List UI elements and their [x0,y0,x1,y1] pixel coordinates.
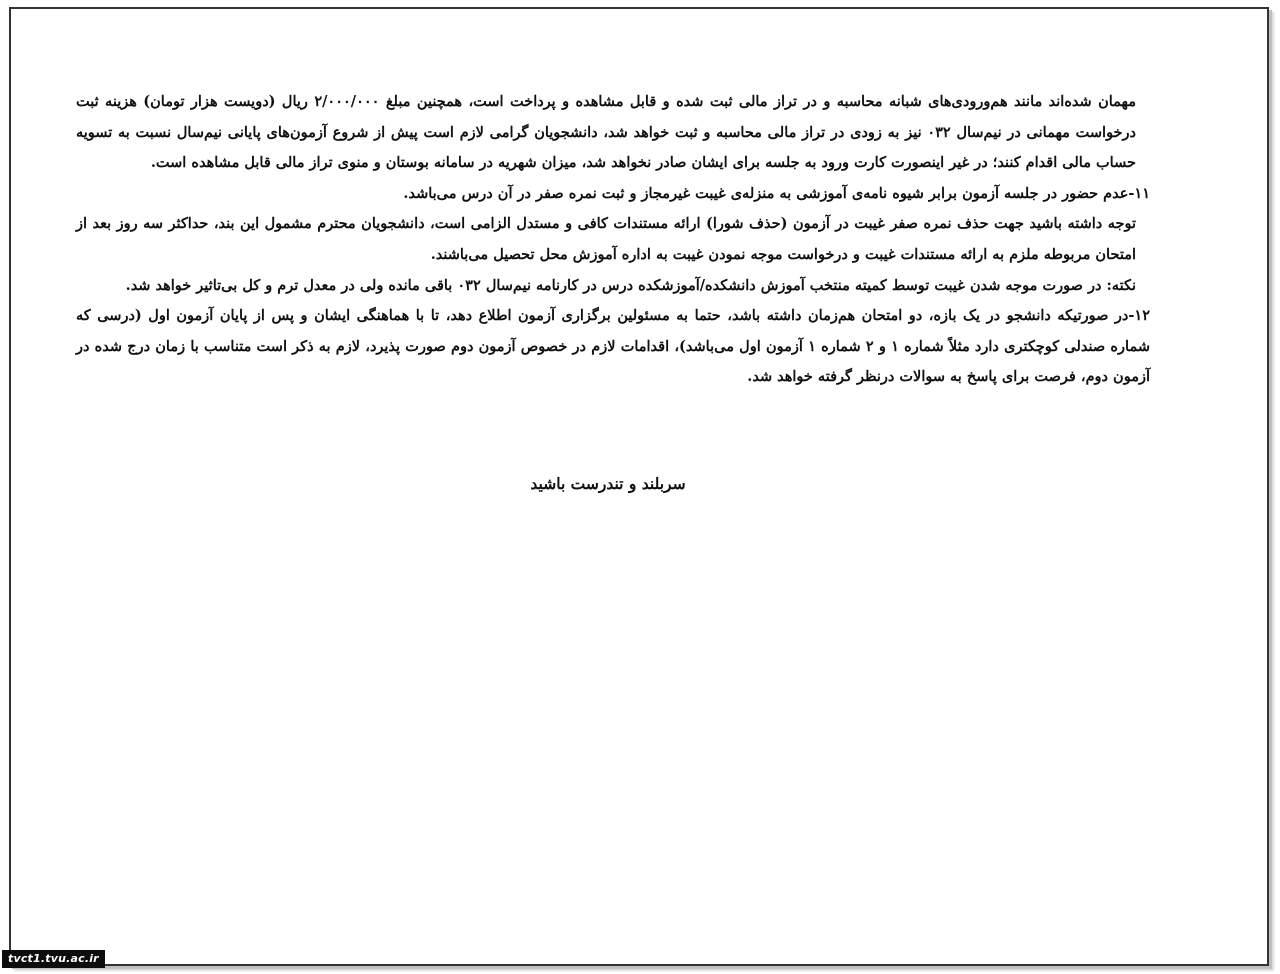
site-watermark: tvct1.tvu.ac.ir [2,950,105,968]
paragraph-item-12: ۱۲-در صورتیکه دانشجو در یک بازه، دو امتحان هم‌زمان داشته باشد، حتما به مسئولین برگزاری آزمون اطلاع دهد، تا با هماهنگی ایشان و پس از پایان آزمون اول (درسی که شماره صندلی کوچکتری دارد مثلاً شماره ۱ و ۲ شماره ۱ آزمون اول می‌باشد)، اقدامات لازم در خصوص آزمون دوم صورت پذیرد، لازم به ذکر است متناسب با زمان درج شده در آزمون دوم، فرصت برای پاسخ به سوالات درنظر گرفته خواهد شد. [76,307,1150,386]
paragraph-absence-note: توجه داشته باشید جهت حذف نمره صفر غیبت در آزمون (حذف شورا) ارائه مستندات کافی و مستدل الزامی است، دانشجویان محترم مشمول این بند، حداکثر سه روز بعد از امتحان مربوطه ملزم به ارائه مستندات غیبت و درخواست موجه نمودن غیبت به اداره آموزش محل تحصیل می‌باشند. [76,215,1136,263]
paragraph-note: نکته: در صورت موجه شدن غیبت توسط کمیته منتخب آموزش دانشکده/آموزشکده درس در کارنامه نیم‌سال ۰۳۲ باقی مانده ولی در معدل ترم و کل بی‌تاثیر خواهد شد. [125,276,1136,294]
paragraph-item-11: ۱۱-عدم حضور در جلسه آزمون برابر شیوه نامه‌ی آموزشی به منزله‌ی غیبت غیرمجاز و ثبت نمره صفر در آن درس می‌باشد. [403,184,1150,202]
paragraph-tuition: مهمان شده‌اند مانند هم‌ورودی‌های شبانه محاسبه و در تراز مالی ثبت شده و قابل مشاهده و پرداخت است، همچنین مبلغ ۲/۰۰۰/۰۰۰ ریال (دویست هزار تومان) هزینه ثبت درخواست مهمانی در نیم‌سال ۰۳۲ نیز به زودی در تراز مالی محاسبه و ثبت خواهد شد، دانشجویان گرامی لازم است پیش از شروع آزمون‌های پایانی نیم‌سال نسبت به تسویه حساب مالی اقدام کنند؛ در غیر اینصورت کارت ورود به جلسه برای ایشان صادر نخواهد شد، میزان شهریه در سامانه بوستان و منوی تراز مالی قابل مشاهده است. [76,93,1136,172]
document-body [76,87,1150,393]
closing-line: سربلند و تندرست باشید [530,474,686,493]
